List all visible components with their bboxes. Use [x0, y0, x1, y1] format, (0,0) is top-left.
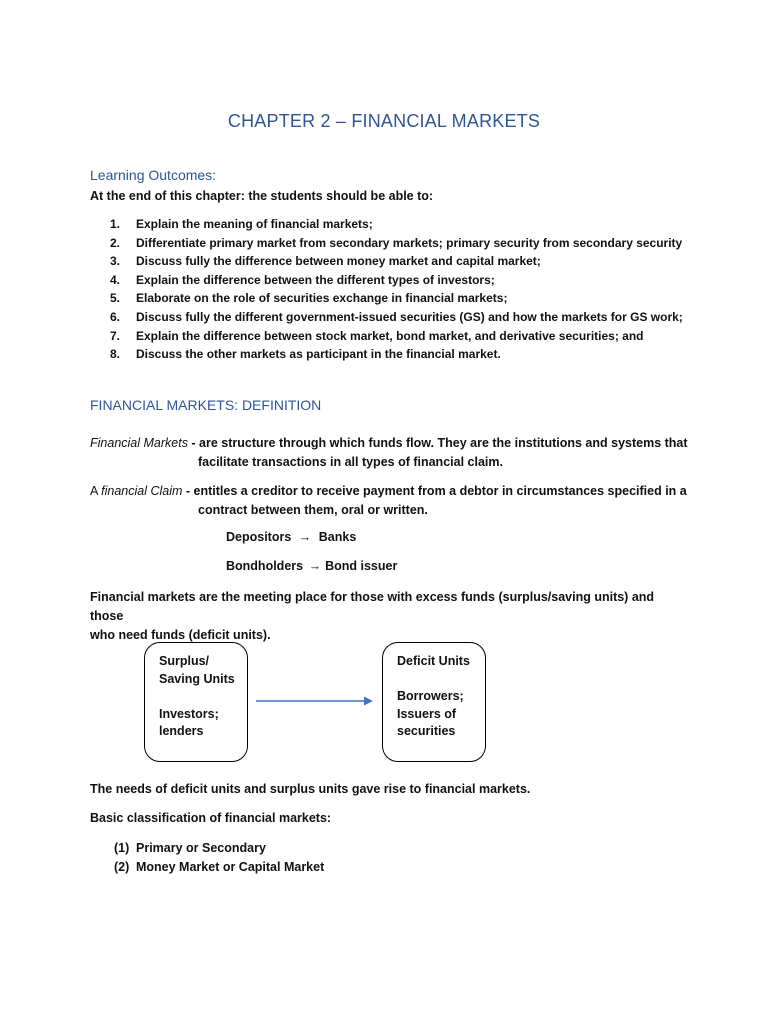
financial-markets-term: Financial Markets: [90, 436, 188, 450]
outcome-number: 1.: [110, 217, 121, 231]
box-text: Surplus/: [159, 654, 210, 668]
classification-item: [114, 839, 324, 858]
outcome-text: Differentiate primary market from secondary markets; primary security from secondary security: [136, 235, 683, 250]
chapter-title: CHAPTER 2 – FINANCIAL MARKETS: [227, 111, 541, 131]
outcome-text: Discuss the other markets as participant in the financial market.: [136, 347, 501, 362]
definition-text-continued: facilitate transactions in all types of financial claim.: [198, 455, 503, 469]
outcome-number: 7.: [110, 328, 121, 343]
definition-heading: FINANCIAL MARKETS: DEFINITION: [90, 397, 322, 413]
outcome-item: [110, 271, 683, 290]
outcome-number: 2.: [110, 235, 121, 250]
definition-text: - entitles a creditor to receive payment from a debtor in circumstances specified in a: [182, 484, 687, 498]
box-text: Deficit Units: [397, 654, 470, 668]
basic-classification-label: Basic classification of financial markets:: [90, 811, 332, 825]
outcome-item: [110, 308, 683, 327]
outcome-number: 4.: [110, 272, 121, 287]
definition-text-continued: contract between them, oral or written.: [198, 503, 428, 517]
example-from: Bondholders: [226, 559, 304, 573]
classification-text: Primary or Secondary: [136, 841, 266, 855]
learning-outcomes-list: [110, 215, 683, 364]
learning-outcomes-intro: At the end of this chapter: the students should be able to:: [90, 189, 434, 203]
financial-claim-term: financial Claim: [101, 484, 183, 498]
outcome-number: 3.: [110, 254, 121, 269]
example-to: Bond issuer: [325, 559, 398, 573]
box-text: Borrowers;: [397, 689, 464, 703]
example-bondholders: [226, 559, 397, 573]
classification-number: (1): [114, 841, 130, 855]
needs-paragraph: The needs of deficit units and surplus units gave rise to financial markets.: [90, 782, 531, 796]
outcome-item: [110, 252, 683, 271]
box-text: securities: [397, 724, 456, 738]
outcome-text: Explain the difference between stock market, bond market, and derivative securities; and: [136, 328, 644, 343]
right-arrow-icon: →: [308, 559, 322, 573]
definition-prefix: A: [90, 484, 102, 498]
outcome-item: [110, 327, 683, 346]
outcome-item: [110, 234, 683, 253]
outcome-item: [110, 345, 683, 364]
paragraph-line: Financial markets are the meeting place for those with excess funds (surplus/saving units) and those: [90, 590, 655, 623]
outcome-number: 6.: [110, 309, 121, 324]
classification-number: (2): [114, 860, 130, 874]
learning-outcomes-heading: Learning Outcomes:: [90, 167, 217, 183]
definition-text: - are structure through which funds flow. They are the institutions and systems that: [187, 436, 688, 450]
flow-arrow-icon: [256, 693, 376, 709]
outcome-text: Discuss fully the different government-issued securities (GS) and how the markets for GS work;: [136, 309, 683, 324]
box-text: Issuers of: [397, 706, 457, 721]
outcome-text: Explain the difference between the different types of investors;: [136, 272, 495, 287]
financial-markets-definition: [90, 434, 690, 472]
outcome-item: [110, 289, 683, 308]
outcome-number: 5.: [110, 291, 121, 306]
right-arrow-icon: →: [298, 530, 312, 544]
classification-item: [114, 858, 324, 877]
surplus-units-box: [144, 642, 248, 762]
example-depositors: [226, 530, 356, 544]
financial-claim-definition: [90, 482, 690, 520]
example-to: Banks: [318, 530, 357, 544]
meeting-place-paragraph: [90, 588, 690, 645]
box-text: Investors;: [159, 706, 219, 721]
classification-text: Money Market or Capital Market: [136, 860, 325, 874]
outcome-number: 8.: [110, 347, 121, 362]
example-from: Depositors: [226, 530, 292, 544]
deficit-units-box: [382, 642, 486, 762]
outcome-text: Elaborate on the role of securities exchange in financial markets;: [136, 291, 508, 306]
box-spacer: [159, 688, 247, 706]
box-spacer: [397, 671, 485, 689]
box-text: lenders: [159, 724, 204, 738]
outcome-text: Discuss fully the difference between money market and capital market;: [136, 254, 541, 269]
box-text: Saving Units: [159, 671, 235, 686]
classification-list: [114, 839, 324, 877]
paragraph-line: who need funds (deficit units).: [90, 628, 271, 642]
outcome-text: Explain the meaning of financial markets;: [136, 217, 373, 231]
outcome-item: [110, 215, 683, 234]
